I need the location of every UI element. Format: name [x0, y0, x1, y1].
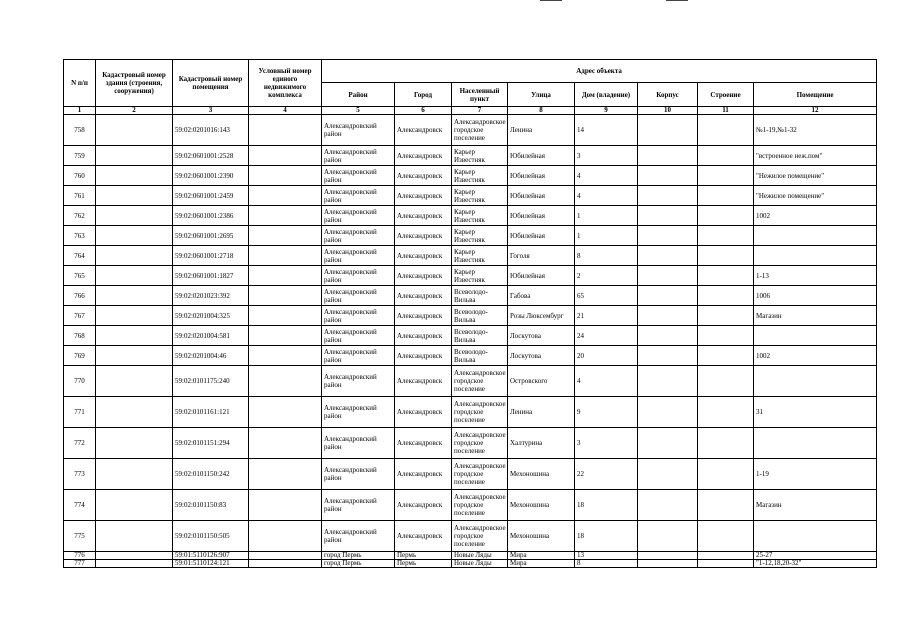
cell-complex-number	[249, 560, 322, 568]
col-header-room: Помещение	[754, 83, 877, 107]
cell-room	[754, 226, 877, 246]
cell-locality: Александровское городское поселение	[452, 428, 508, 459]
cell-city: Пермь	[395, 560, 452, 568]
table-row	[64, 186, 877, 206]
cell-district: Александровский район	[322, 266, 395, 286]
cell-building-cadastral	[96, 166, 173, 186]
cell-building-cadastral	[96, 266, 173, 286]
cell-room: Магазин	[754, 490, 877, 521]
col-header-address: Адрес объекта	[322, 60, 877, 83]
cell-city: Александровск	[395, 459, 452, 490]
cell-row-number: 765	[64, 266, 96, 286]
cell-room-cadastral: 59:02:0601001:2718	[173, 246, 249, 266]
cell-korpus	[638, 226, 698, 246]
cell-row-number: 771	[64, 397, 96, 428]
cell-room-cadastral: 59:02:0201004:46	[173, 346, 249, 366]
cell-locality: Александровское городское поселение	[452, 521, 508, 552]
cell-stroenie	[698, 266, 754, 286]
col-header-building-cadastral: Кадастровый номер здания (строения, сооружения)	[96, 60, 173, 107]
cell-city: Александровск	[395, 246, 452, 266]
cell-locality: Карьер Известняк	[452, 266, 508, 286]
cell-korpus	[638, 366, 698, 397]
cell-complex-number	[249, 459, 322, 490]
cell-room-cadastral: 59:02:0601001:2386	[173, 206, 249, 226]
cell-locality: Всеволодо-Вильва	[452, 306, 508, 326]
cell-korpus	[638, 206, 698, 226]
cell-building-cadastral	[96, 428, 173, 459]
cell-stroenie	[698, 397, 754, 428]
cell-room: 1002	[754, 346, 877, 366]
cell-building-cadastral	[96, 560, 173, 568]
cell-row-number: 768	[64, 326, 96, 346]
cell-building-cadastral	[96, 206, 173, 226]
cell-house: 4	[575, 366, 638, 397]
cell-building-cadastral	[96, 366, 173, 397]
cell-house: 18	[575, 490, 638, 521]
cell-stroenie	[698, 326, 754, 346]
cell-stroenie	[698, 366, 754, 397]
cell-room-cadastral: 59:01:5110124:121	[173, 560, 249, 568]
cell-street: Юбилейная	[508, 186, 575, 206]
column-number-cell: 7	[452, 107, 508, 115]
cell-street: Мира	[508, 560, 575, 568]
cell-city: Александровск	[395, 366, 452, 397]
column-number-cell: 1	[64, 107, 96, 115]
table-row	[64, 366, 877, 397]
cell-city: Александровск	[395, 346, 452, 366]
cell-street: Гоголя	[508, 246, 575, 266]
cell-stroenie	[698, 246, 754, 266]
cell-stroenie	[698, 552, 754, 560]
cell-street: Юбилейная	[508, 146, 575, 166]
cell-room: "Нежилое помещение"	[754, 186, 877, 206]
cell-house: 3	[575, 146, 638, 166]
cell-korpus	[638, 326, 698, 346]
column-number-cell: 10	[638, 107, 698, 115]
table-row	[64, 428, 877, 459]
cell-street: Розы Люксембург	[508, 306, 575, 326]
cell-room-cadastral: 59:02:0101175:240	[173, 366, 249, 397]
cell-complex-number	[249, 226, 322, 246]
cell-korpus	[638, 346, 698, 366]
cell-locality: Александровское городское поселение	[452, 397, 508, 428]
cell-district: Александровский район	[322, 326, 395, 346]
cell-district: Александровский район	[322, 115, 395, 146]
cell-row-number: 766	[64, 286, 96, 306]
cell-row-number: 758	[64, 115, 96, 146]
cell-korpus	[638, 166, 698, 186]
cell-street: Мехоношина	[508, 521, 575, 552]
cell-room-cadastral: 59:02:0201023:392	[173, 286, 249, 306]
cell-korpus	[638, 521, 698, 552]
cell-house: 1	[575, 206, 638, 226]
cell-complex-number	[249, 366, 322, 397]
cell-city: Александровск	[395, 286, 452, 306]
cell-district: Александровский район	[322, 366, 395, 397]
cell-house: 8	[575, 560, 638, 568]
cell-korpus	[638, 115, 698, 146]
cell-locality: Всеволодо-Вильва	[452, 346, 508, 366]
cell-house: 14	[575, 115, 638, 146]
cell-house: 8	[575, 246, 638, 266]
cell-stroenie	[698, 346, 754, 366]
cell-korpus	[638, 246, 698, 266]
cell-room: 1002	[754, 206, 877, 226]
cell-building-cadastral	[96, 146, 173, 166]
cell-row-number: 759	[64, 146, 96, 166]
table-row	[64, 166, 877, 186]
cell-city: Александровск	[395, 326, 452, 346]
cell-room-cadastral: 59:02:0201016:143	[173, 115, 249, 146]
cell-house: 22	[575, 459, 638, 490]
cell-street: Юбилейная	[508, 226, 575, 246]
cell-building-cadastral	[96, 306, 173, 326]
cell-house: 2	[575, 266, 638, 286]
cell-complex-number	[249, 326, 322, 346]
cell-stroenie	[698, 306, 754, 326]
cell-korpus	[638, 560, 698, 568]
cell-house: 18	[575, 521, 638, 552]
cell-complex-number	[249, 552, 322, 560]
cell-row-number: 761	[64, 186, 96, 206]
cell-room: "встроенное неж.пом"	[754, 146, 877, 166]
cell-city: Александровск	[395, 306, 452, 326]
cell-locality: Александровское городское поселение	[452, 115, 508, 146]
cell-city: Александровск	[395, 226, 452, 246]
cell-room-cadastral: 59:02:0601001:2528	[173, 146, 249, 166]
table-row	[64, 246, 877, 266]
column-number-cell: 2	[96, 107, 173, 115]
cell-district: Александровский район	[322, 186, 395, 206]
cell-korpus	[638, 459, 698, 490]
table-row	[64, 397, 877, 428]
column-number-cell: 4	[249, 107, 322, 115]
cell-room-cadastral: 59:01:5110126:907	[173, 552, 249, 560]
scan-edge-mark-2	[666, 0, 688, 4]
cell-locality: Карьер Известняк	[452, 186, 508, 206]
cell-stroenie	[698, 146, 754, 166]
cell-stroenie	[698, 428, 754, 459]
cell-complex-number	[249, 266, 322, 286]
cell-locality: Новые Ляды	[452, 552, 508, 560]
cell-room: Магазин	[754, 306, 877, 326]
cell-room: "Нежилое помещение"	[754, 166, 877, 186]
cell-locality: Всеволодо-Вильва	[452, 326, 508, 346]
cell-building-cadastral	[96, 552, 173, 560]
cell-city: Александровск	[395, 397, 452, 428]
cell-locality: Александровское городское поселение	[452, 366, 508, 397]
cell-street: Юбилейная	[508, 266, 575, 286]
column-number-cell: 3	[173, 107, 249, 115]
cell-room	[754, 521, 877, 552]
cell-stroenie	[698, 286, 754, 306]
cell-complex-number	[249, 146, 322, 166]
cell-street: Островского	[508, 366, 575, 397]
cell-street: Лоскутова	[508, 346, 575, 366]
cell-district: Александровский район	[322, 146, 395, 166]
cell-district: Александровский район	[322, 206, 395, 226]
cell-house: 13	[575, 552, 638, 560]
col-header-city: Город	[395, 83, 452, 107]
cell-city: Александровск	[395, 521, 452, 552]
cell-street: Халтурина	[508, 428, 575, 459]
cell-locality: Новые Ляды	[452, 560, 508, 568]
cell-complex-number	[249, 206, 322, 226]
cell-house: 4	[575, 186, 638, 206]
cell-row-number: 769	[64, 346, 96, 366]
cell-complex-number	[249, 306, 322, 326]
cell-house: 1	[575, 226, 638, 246]
cell-row-number: 776	[64, 552, 96, 560]
cell-city: Александровск	[395, 146, 452, 166]
cell-house: 4	[575, 166, 638, 186]
cell-room-cadastral: 59:02:0101150:505	[173, 521, 249, 552]
column-number-row	[64, 107, 877, 115]
cell-city: Александровск	[395, 490, 452, 521]
registry-table	[63, 59, 877, 568]
cell-city: Александровск	[395, 166, 452, 186]
cell-room: №1-19,№1-32	[754, 115, 877, 146]
cell-complex-number	[249, 166, 322, 186]
cell-district: Александровский район	[322, 346, 395, 366]
cell-stroenie	[698, 166, 754, 186]
col-header-number: N п/п	[64, 60, 96, 107]
cell-house: 24	[575, 326, 638, 346]
table-row	[64, 521, 877, 552]
cell-building-cadastral	[96, 226, 173, 246]
col-header-complex-number: Условный номер единого недвижимого комплекса	[249, 60, 322, 107]
cell-room-cadastral: 59:02:0101161:121	[173, 397, 249, 428]
cell-house: 65	[575, 286, 638, 306]
cell-complex-number	[249, 286, 322, 306]
table-row	[64, 552, 877, 560]
cell-building-cadastral	[96, 246, 173, 266]
table-row	[64, 146, 877, 166]
cell-room-cadastral: 59:02:0201004:581	[173, 326, 249, 346]
cell-room-cadastral: 59:02:0601001:2695	[173, 226, 249, 246]
column-number-cell: 8	[508, 107, 575, 115]
cell-room	[754, 366, 877, 397]
cell-complex-number	[249, 346, 322, 366]
cell-stroenie	[698, 186, 754, 206]
table-row	[64, 326, 877, 346]
cell-building-cadastral	[96, 521, 173, 552]
cell-building-cadastral	[96, 326, 173, 346]
cell-street: Юбилейная	[508, 166, 575, 186]
column-number-cell: 6	[395, 107, 452, 115]
cell-locality: Александровское городское поселение	[452, 459, 508, 490]
cell-building-cadastral	[96, 397, 173, 428]
cell-room: 1-13	[754, 266, 877, 286]
cell-complex-number	[249, 428, 322, 459]
cell-complex-number	[249, 490, 322, 521]
cell-stroenie	[698, 490, 754, 521]
cell-room-cadastral: 59:02:0101150:242	[173, 459, 249, 490]
cell-row-number: 760	[64, 166, 96, 186]
cell-city: Александровск	[395, 428, 452, 459]
cell-stroenie	[698, 115, 754, 146]
table-row	[64, 266, 877, 286]
col-header-district: Район	[322, 83, 395, 107]
cell-district: Александровский район	[322, 286, 395, 306]
col-header-house: Дом (владение)	[575, 83, 638, 107]
col-header-korpus: Корпус	[638, 83, 698, 107]
cell-korpus	[638, 397, 698, 428]
cell-korpus	[638, 490, 698, 521]
cell-korpus	[638, 428, 698, 459]
cell-house: 9	[575, 397, 638, 428]
cell-building-cadastral	[96, 346, 173, 366]
cell-locality: Карьер Известняк	[452, 206, 508, 226]
cell-complex-number	[249, 115, 322, 146]
cell-complex-number	[249, 186, 322, 206]
cell-street: Ленина	[508, 115, 575, 146]
cell-building-cadastral	[96, 186, 173, 206]
cell-district: Александровский район	[322, 490, 395, 521]
cell-district: Александровский район	[322, 397, 395, 428]
cell-district: город Пермь	[322, 552, 395, 560]
column-number-cell: 12	[754, 107, 877, 115]
cell-row-number: 773	[64, 459, 96, 490]
table-row	[64, 226, 877, 246]
scan-edge-mark-1	[540, 0, 562, 4]
cell-room: "1-12,18,20-32"	[754, 560, 877, 568]
table-row	[64, 459, 877, 490]
cell-building-cadastral	[96, 286, 173, 306]
cell-locality: Карьер Известняк	[452, 146, 508, 166]
cell-room-cadastral: 59:02:0601001:2459	[173, 186, 249, 206]
cell-locality: Всеволодо-Вильва	[452, 286, 508, 306]
cell-street: Габова	[508, 286, 575, 306]
cell-room: 25-27	[754, 552, 877, 560]
cell-house: 21	[575, 306, 638, 326]
cell-korpus	[638, 186, 698, 206]
cell-district: Александровский район	[322, 428, 395, 459]
cell-locality: Карьер Известняк	[452, 226, 508, 246]
cell-district: город Пермь	[322, 560, 395, 568]
cell-row-number: 762	[64, 206, 96, 226]
cell-complex-number	[249, 521, 322, 552]
cell-row-number: 775	[64, 521, 96, 552]
cell-street: Ленина	[508, 397, 575, 428]
col-header-locality: Населенный пункт	[452, 83, 508, 107]
cell-row-number: 774	[64, 490, 96, 521]
cell-street: Мехоношина	[508, 459, 575, 490]
cell-city: Пермь	[395, 552, 452, 560]
cell-korpus	[638, 146, 698, 166]
cell-room-cadastral: 59:02:0101150:83	[173, 490, 249, 521]
table-row	[64, 490, 877, 521]
cell-city: Александровск	[395, 206, 452, 226]
table-row	[64, 286, 877, 306]
cell-room	[754, 428, 877, 459]
cell-locality: Александровское городское поселение	[452, 490, 508, 521]
cell-room	[754, 326, 877, 346]
cell-stroenie	[698, 521, 754, 552]
cell-locality: Карьер Известняк	[452, 166, 508, 186]
cell-district: Александровский район	[322, 246, 395, 266]
table-row	[64, 306, 877, 326]
cell-street: Лоскутова	[508, 326, 575, 346]
cell-city: Александровск	[395, 115, 452, 146]
col-header-street: Улица	[508, 83, 575, 107]
table-row	[64, 346, 877, 366]
column-number-cell: 11	[698, 107, 754, 115]
table-body	[64, 115, 877, 568]
cell-room-cadastral: 59:02:0201004:325	[173, 306, 249, 326]
cell-building-cadastral	[96, 459, 173, 490]
cell-house: 3	[575, 428, 638, 459]
cell-room: 1-19	[754, 459, 877, 490]
cell-room: 31	[754, 397, 877, 428]
cell-district: Александровский район	[322, 459, 395, 490]
cell-stroenie	[698, 226, 754, 246]
cell-building-cadastral	[96, 115, 173, 146]
cell-street: Мехоношина	[508, 490, 575, 521]
cell-district: Александровский район	[322, 521, 395, 552]
cell-city: Александровск	[395, 266, 452, 286]
cell-street: Юбилейная	[508, 206, 575, 226]
cell-row-number: 772	[64, 428, 96, 459]
col-header-stroenie: Строение	[698, 83, 754, 107]
column-number-cell: 9	[575, 107, 638, 115]
cell-room: 1006	[754, 286, 877, 306]
col-header-room-cadastral: Кадастровый номер помещения	[173, 60, 249, 107]
cell-row-number: 777	[64, 560, 96, 568]
cell-korpus	[638, 306, 698, 326]
cell-district: Александровский район	[322, 166, 395, 186]
cell-room-cadastral: 59:02:0601001:1827	[173, 266, 249, 286]
cell-building-cadastral	[96, 490, 173, 521]
cell-korpus	[638, 286, 698, 306]
cell-stroenie	[698, 560, 754, 568]
cell-korpus	[638, 266, 698, 286]
cell-row-number: 763	[64, 226, 96, 246]
cell-city: Александровск	[395, 186, 452, 206]
cell-district: Александровский район	[322, 306, 395, 326]
cell-korpus	[638, 552, 698, 560]
cell-stroenie	[698, 459, 754, 490]
cell-house: 20	[575, 346, 638, 366]
cell-complex-number	[249, 397, 322, 428]
cell-stroenie	[698, 206, 754, 226]
cell-row-number: 764	[64, 246, 96, 266]
table-row	[64, 115, 877, 146]
cell-row-number: 767	[64, 306, 96, 326]
cell-row-number: 770	[64, 366, 96, 397]
table-row	[64, 206, 877, 226]
cell-district: Александровский район	[322, 226, 395, 246]
table-row	[64, 560, 877, 568]
table-header	[64, 60, 877, 115]
cell-room-cadastral: 59:02:0101151:294	[173, 428, 249, 459]
cell-complex-number	[249, 246, 322, 266]
cell-room	[754, 246, 877, 266]
cell-street: Мира	[508, 552, 575, 560]
cell-room-cadastral: 59:02:0601001:2390	[173, 166, 249, 186]
column-number-cell: 5	[322, 107, 395, 115]
cell-locality: Карьер Известняк	[452, 246, 508, 266]
